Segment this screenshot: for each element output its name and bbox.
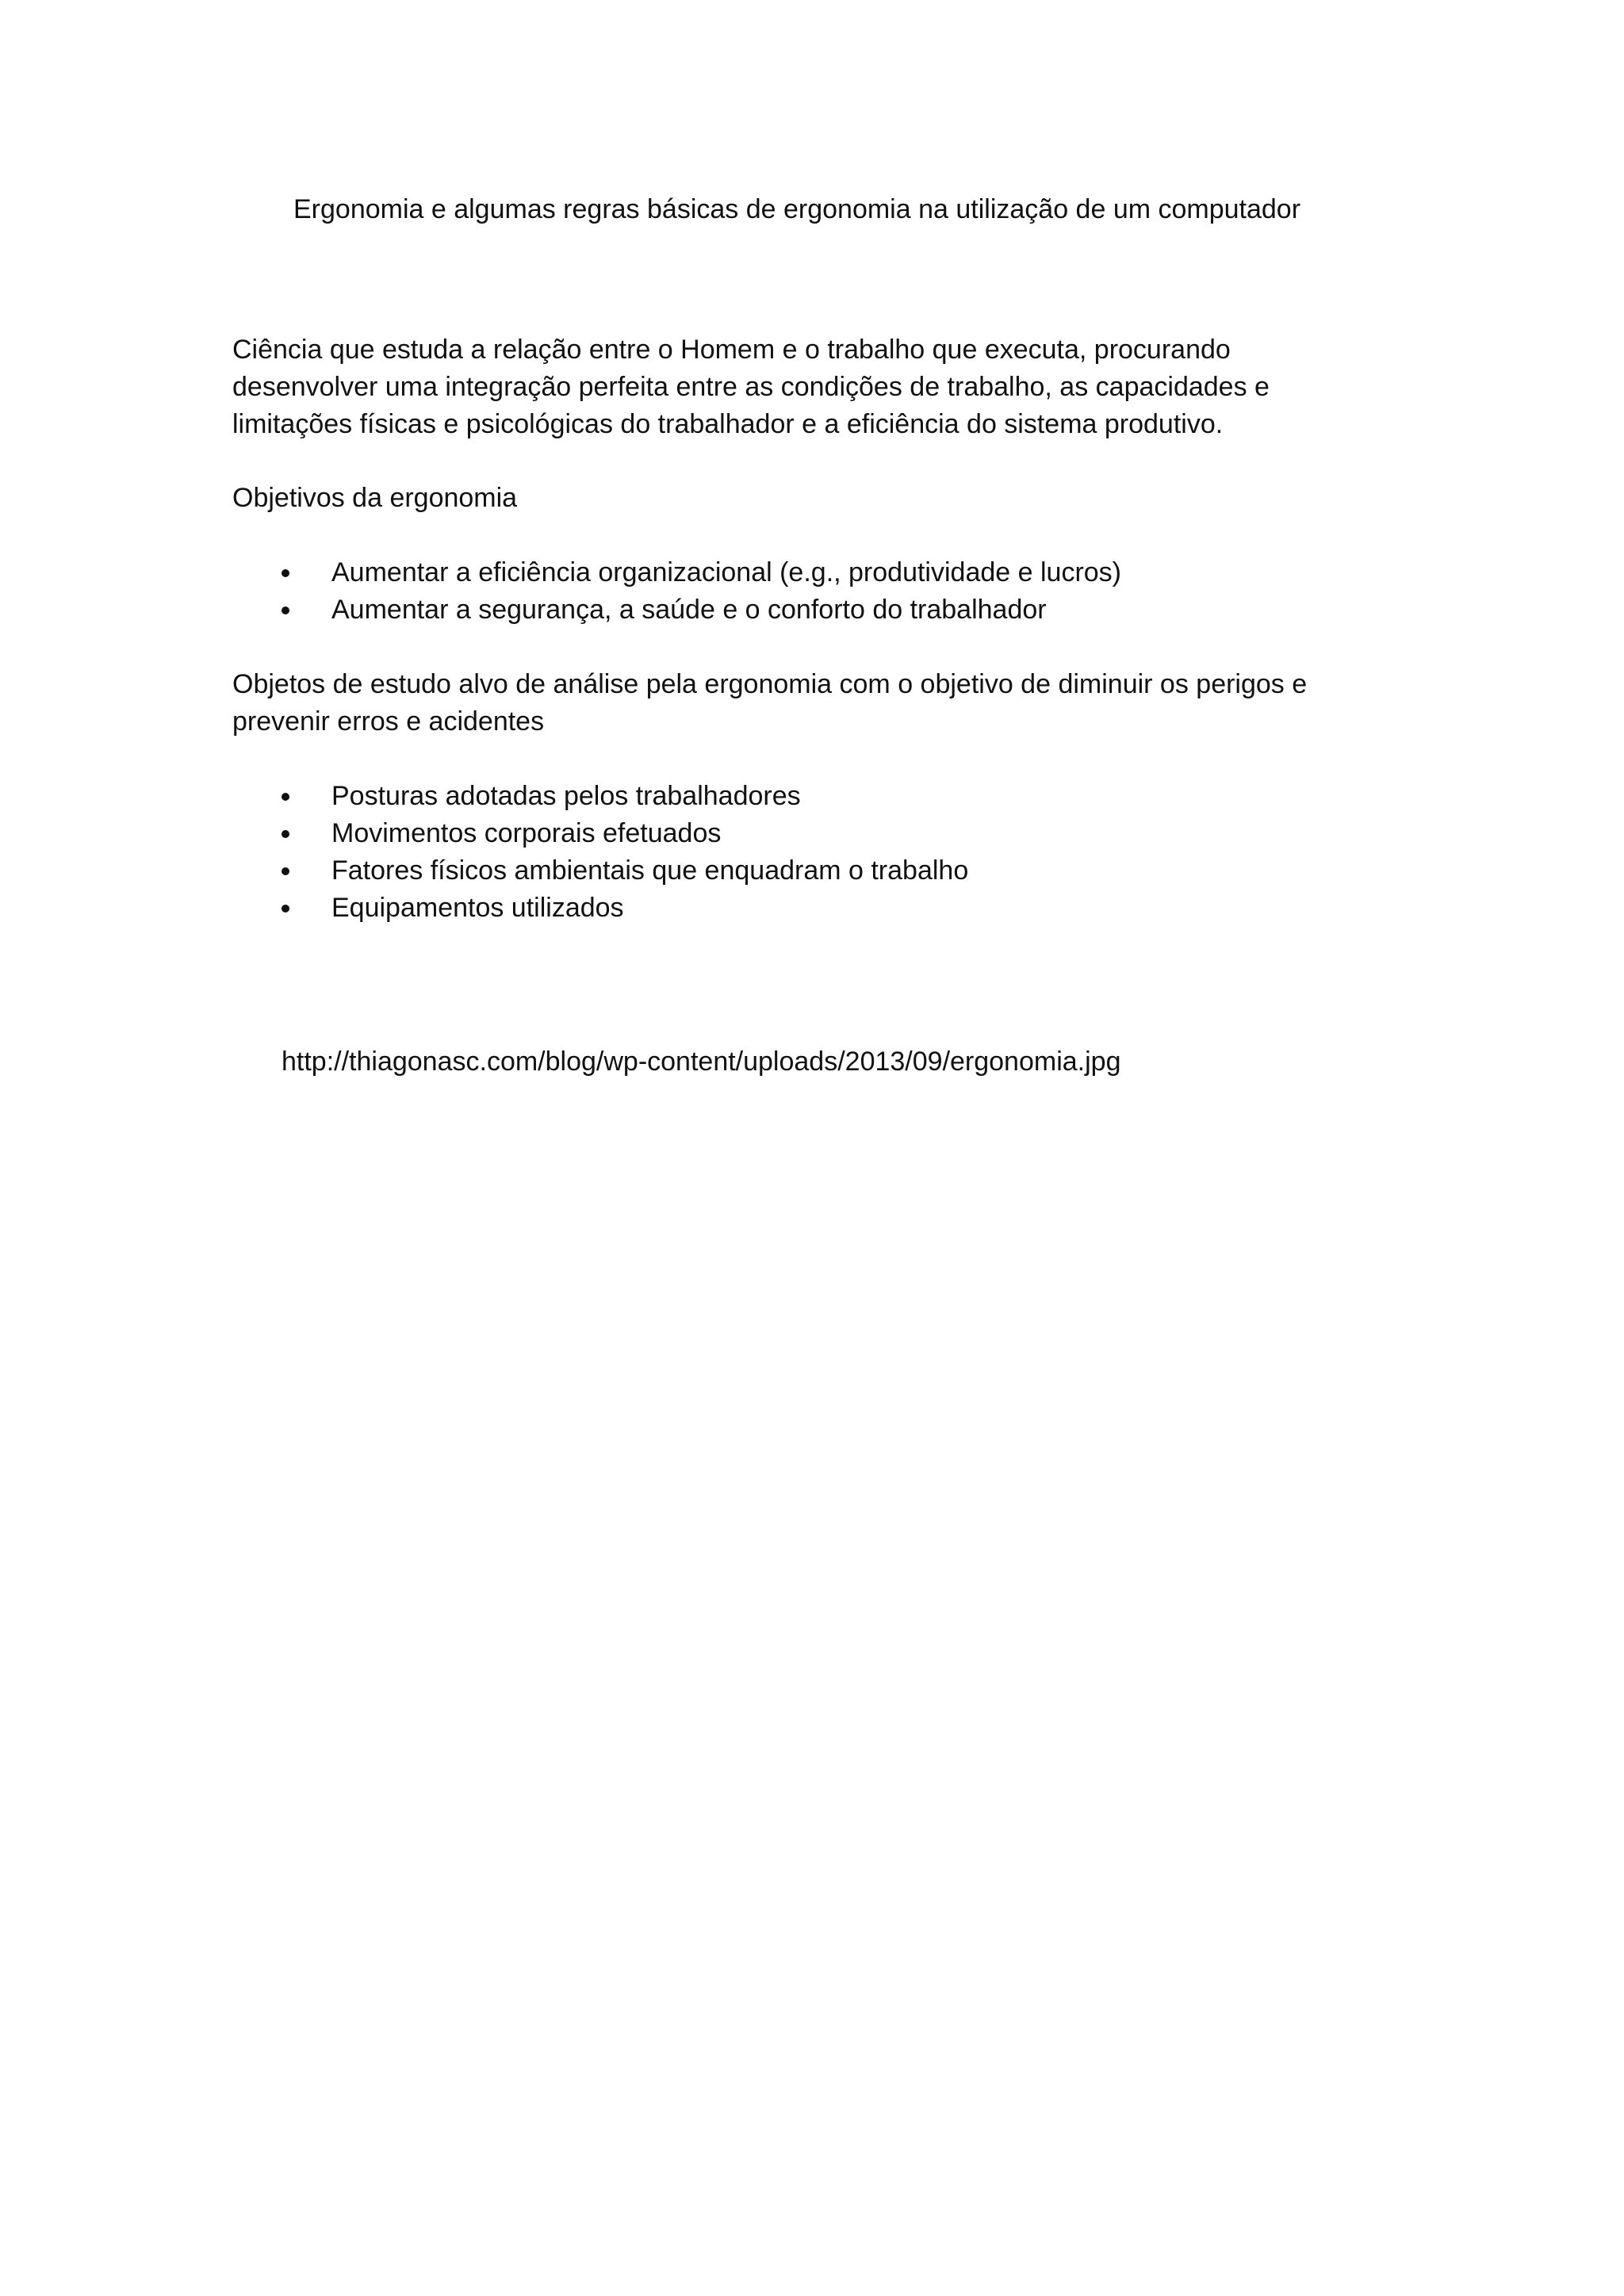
bullet-icon	[282, 569, 289, 577]
bullet-icon	[282, 830, 289, 838]
list-item-text: Aumentar a eficiência organizacional (e.g., produtividade e lucros)	[331, 557, 1121, 587]
objectives-heading: Objetivos da ergonomia	[232, 483, 518, 513]
list-item-text: Posturas adotadas pelos trabalhadores	[331, 781, 801, 811]
bullet-icon	[282, 793, 289, 801]
study-heading	[232, 666, 1358, 740]
list-item	[282, 852, 968, 890]
list-item-text: Fatores físicos ambientais que enquadram o trabalho	[331, 855, 969, 886]
bullet-icon	[282, 905, 289, 913]
list-item-text: Movimentos corporais efetuados	[331, 818, 722, 848]
source-url: http://thiagonasc.com/blog/wp-content/uploads/2013/09/ergonomia.jpg	[282, 1047, 1121, 1077]
list-item	[282, 591, 1121, 629]
study-heading-line: prevenir erros e acidentes	[232, 706, 545, 737]
study-items-list	[282, 778, 968, 927]
bullet-icon	[282, 607, 289, 614]
intro-line: Ciência que estuda a relação entre o Homem e o trabalho que executa, procurando	[232, 335, 1231, 365]
intro-line: desenvolver uma integração perfeita entre as condições de trabalho, as capacidades e	[232, 372, 1270, 402]
list-item	[282, 890, 968, 927]
list-item-text: Aumentar a segurança, a saúde e o conforto do trabalhador	[331, 595, 1047, 625]
intro-paragraph	[232, 331, 1358, 443]
bullet-icon	[282, 867, 289, 875]
list-item-text: Equipamentos utilizados	[331, 893, 624, 923]
list-item	[282, 554, 1121, 591]
intro-line: limitações físicas e psicológicas do trabalhador e a eficiência do sistema produtivo.	[232, 409, 1224, 439]
document-title: Ergonomia e algumas regras básicas de ergonomia na utilização de um computador	[293, 194, 1301, 224]
list-item	[282, 815, 968, 852]
objectives-list	[282, 554, 1121, 629]
study-heading-line: Objetos de estudo alvo de análise pela ergonomia com o objetivo de diminuir os perigos e	[232, 669, 1308, 699]
list-item	[282, 778, 968, 815]
